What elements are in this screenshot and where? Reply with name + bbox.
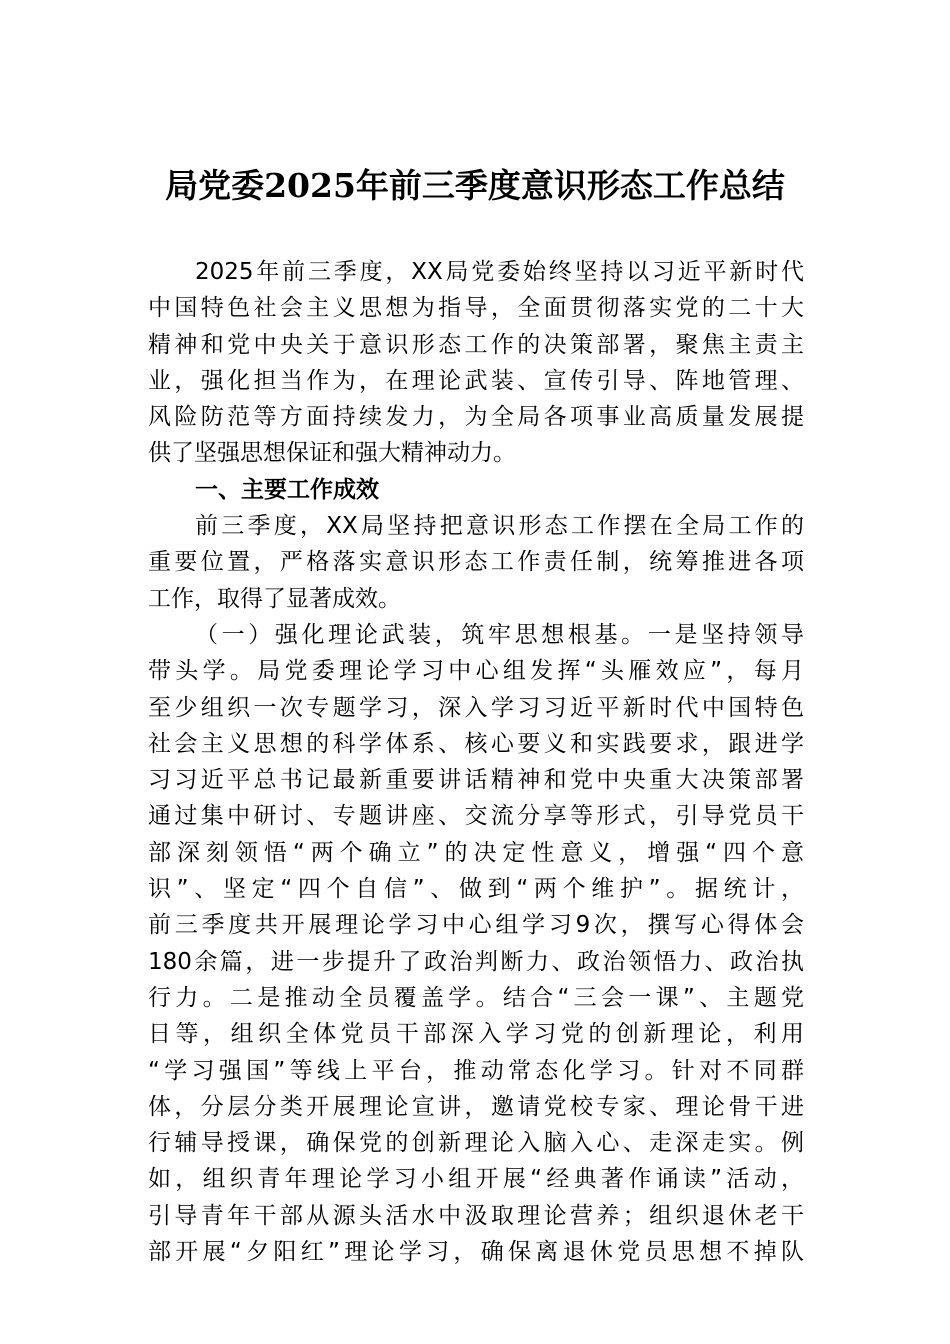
- text-line: 2025年前三季度，XX局党委始终坚持以习近平新时代: [195, 259, 804, 285]
- text-line: 带头学。局党委理论学习中心组发挥“头雁效应”，每月: [148, 658, 804, 685]
- text-line: 行辅导授课，确保党的创新理论入脑入心、走深走实。例: [148, 1130, 804, 1157]
- text-line: 通过集中研讨、专题讲座、交流分享等形式，引导党员干: [148, 803, 804, 830]
- text-line: 中国特色社会主义思想为指导，全面贯彻落实党的二十大: [148, 295, 804, 322]
- text-line: 供了坚强思想保证和强大精神动力。: [148, 440, 516, 467]
- text-line: “学习强国”等线上平台，推动常态化学习。针对不同群: [148, 1057, 804, 1084]
- text-line: 引导青年干部从源头活水中汲取理论营养；组织退休老干: [148, 1202, 804, 1229]
- document-body: [148, 254, 804, 1270]
- text-line: 风险防范等方面持续发力，为全局各项事业高质量发展提: [148, 404, 804, 431]
- text-line: 部开展“夕阳红”理论学习，确保离退休党员思想不掉队: [148, 1239, 804, 1266]
- paragraph-summary: [148, 508, 804, 617]
- text-line: 重要位置，严格落实意识形态工作责任制，统筹推进各项: [148, 549, 804, 576]
- text-line: 体，分层分类开展理论宣讲，邀请党校专家、理论骨干进: [148, 1093, 804, 1120]
- text-line: 至少组织一次专题学习，深入学习习近平新时代中国特色: [148, 694, 804, 721]
- text-line: 前三季度共开展理论学习中心组学习9次，撰写心得体会: [148, 912, 804, 939]
- text-line: 行力。二是推动全员覆盖学。结合“三会一课”、主题党: [148, 984, 804, 1011]
- paragraph-theory-study: [148, 617, 804, 1270]
- text-line: 精神和党中央关于意识形态工作的决策部署，聚焦主责主: [148, 331, 804, 358]
- text-line: 社会主义思想的科学体系、核心要义和实践要求，跟进学: [148, 730, 804, 757]
- text-line: 如，组织青年理论学习小组开展“经典著作诵读”活动，: [148, 1166, 804, 1193]
- document-title: 局党委2025年前三季度意识形态工作总结: [165, 166, 785, 205]
- section-heading: 一、主要工作成效: [195, 476, 379, 503]
- text-line: 部深刻领悟“两个确立”的决定性意义，增强“四个意: [148, 839, 804, 866]
- text-line: 前三季度，XX局坚持把意识形态工作摆在全局工作的: [195, 513, 804, 540]
- text-line: 180余篇，进一步提升了政治判断力、政治领悟力、政治执: [148, 948, 804, 975]
- text-line: 工作，取得了显著成效。: [148, 585, 401, 612]
- paragraph-intro: [148, 254, 804, 472]
- text-line: 业，强化担当作为，在理论武装、宣传引导、阵地管理、: [148, 367, 804, 394]
- text-line: 习习近平总书记最新重要讲话精神和党中央重大决策部署: [148, 767, 804, 794]
- subsection-heading-line: （一）强化理论武装，筑牢思想根基。一是坚持领导: [195, 621, 804, 648]
- text-line: 识”、坚定“四个自信”、做到“两个维护”。据统计，: [148, 876, 804, 903]
- text-line: 日等，组织全体党员干部深入学习党的创新理论，利用: [148, 1021, 804, 1048]
